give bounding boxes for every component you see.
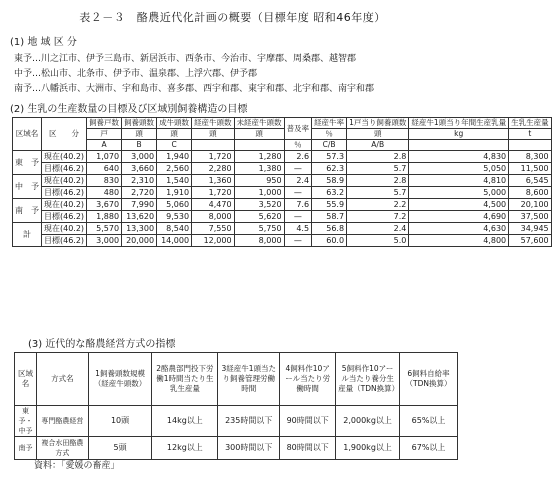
cell: 14,000 — [157, 235, 192, 247]
region-cell: 南予 — [15, 437, 37, 460]
cell: — — [284, 187, 312, 199]
cell: 2.8 — [347, 175, 409, 187]
cell: 4.5 — [284, 223, 312, 235]
cell: 1,880 — [87, 211, 122, 223]
cell: 5,570 — [87, 223, 122, 235]
cell: 14kg以上 — [152, 406, 218, 437]
letter-cb: C/B — [312, 140, 347, 151]
cell: 4,470 — [192, 199, 235, 211]
cell: 8,000 — [192, 211, 235, 223]
table-title: 表２－３ 酪農近代化計画の概要（目標年度 昭和46年度） — [79, 11, 386, 24]
header-region: 区域名 — [13, 118, 42, 151]
cell: 1,380 — [234, 163, 284, 175]
cell: 4,500 — [409, 199, 509, 211]
header-head-count: 飼養頭数 — [122, 118, 157, 129]
cell: 55.9 — [312, 199, 347, 211]
cell: 20,000 — [122, 235, 157, 247]
table-header-row — [13, 118, 552, 129]
unit-penetration: ％ — [284, 140, 312, 151]
cell: 13,300 — [122, 223, 157, 235]
method-cell: 複合水田酪農方式 — [36, 437, 88, 460]
cell: 1,540 — [157, 175, 192, 187]
cell: 3,520 — [234, 199, 284, 211]
region-chuyo-line: 中予…松山市、北条市、伊予市、温泉郡、上浮穴郡、伊予郡 — [14, 69, 258, 79]
unit-nonparous: 頭 — [234, 129, 284, 140]
region-cell: 東予・中予 — [15, 406, 37, 437]
table-row — [13, 187, 552, 199]
cell: 7,990 — [122, 199, 157, 211]
cell: 57,600 — [509, 235, 552, 247]
cell: 57.3 — [312, 151, 347, 163]
header-feed-nutrient: 5飼料作10アール当たり養分生産量（TDN換算） — [336, 353, 400, 406]
cell: 10頭 — [88, 406, 152, 437]
cell: 1,940 — [157, 151, 192, 163]
cell: 300時間以下 — [218, 437, 280, 460]
cell: 950 — [234, 175, 284, 187]
cell: 12,000 — [192, 235, 235, 247]
cell: 56.8 — [312, 223, 347, 235]
cell: 5,750 — [234, 223, 284, 235]
header-method-name: 方式名 — [36, 353, 88, 406]
cell: 1,720 — [192, 187, 235, 199]
cell: 235時間以下 — [218, 406, 280, 437]
source-note: 資料：「愛媛の畜産」 — [34, 461, 120, 471]
cell: 20,100 — [509, 199, 552, 211]
unit-rate: ％ — [312, 129, 347, 140]
cell: 5.7 — [347, 187, 409, 199]
cell: 8,300 — [509, 151, 552, 163]
cell: 2,720 — [122, 187, 157, 199]
cell: 5,050 — [409, 163, 509, 175]
region-nanyo-line: 南予…八幡浜市、大洲市、宇和島市、喜多郡、西宇和郡、東宇和郡、北宇和郡、南宇和郡 — [14, 84, 375, 94]
cell: 13,620 — [122, 211, 157, 223]
row-label: 現在(40.2) — [42, 199, 87, 211]
unit-head: 頭 — [122, 129, 157, 140]
cell: 3,000 — [122, 151, 157, 163]
region-cell: 中 予 — [13, 175, 42, 199]
cell: 8,600 — [509, 187, 552, 199]
header-feed-labor: 4飼料作10アール当たり労働時間 — [280, 353, 336, 406]
row-label: 目標(46.2) — [42, 187, 87, 199]
header-region: 区域名 — [15, 353, 37, 406]
header-milk-per-hour: 2酪農部門投下労働1時間当たり生乳生産量 — [152, 353, 218, 406]
header-nonparous-cows: 未経産牛頭数 — [234, 118, 284, 129]
cell: 2,560 — [157, 163, 192, 175]
cell: 3,670 — [87, 199, 122, 211]
region-toyo-line: 東予…川之江市、伊予三島市、新居浜市、西条市、今治市、宇摩郡、周桑郡、越智郡 — [14, 54, 357, 64]
table-row — [13, 199, 552, 211]
table-header-row — [15, 353, 458, 406]
management-indicator-table — [14, 352, 458, 460]
cell: 34,945 — [509, 223, 552, 235]
cell: 65%以上 — [400, 406, 458, 437]
header-feed-self-sufficiency: 6飼料自給率（TDN換算） — [400, 353, 458, 406]
row-label: 目標(46.2) — [42, 235, 87, 247]
production-target-table — [12, 117, 552, 247]
cell: — — [284, 163, 312, 175]
cell: 7.6 — [284, 199, 312, 211]
letter-b: B — [122, 140, 157, 151]
table-row — [13, 223, 552, 235]
cell: 5,000 — [409, 187, 509, 199]
region-cell: 南 予 — [13, 199, 42, 223]
cell: 5頭 — [88, 437, 152, 460]
cell: 1,070 — [87, 151, 122, 163]
table-unit-row — [13, 129, 552, 140]
table-row — [13, 235, 552, 247]
unit-parous: 頭 — [192, 129, 235, 140]
cell: 5.7 — [347, 163, 409, 175]
cell: 2,000kg以上 — [336, 406, 400, 437]
header-parous-cows: 経産牛頭数 — [192, 118, 235, 129]
cell: 6,545 — [509, 175, 552, 187]
unit-output: t — [509, 129, 552, 140]
method-cell: 専門酪農経営 — [36, 406, 88, 437]
cell: 4,830 — [409, 151, 509, 163]
cell: 90時間以下 — [280, 406, 336, 437]
header-labor-per-cow: 3経産牛1頭当たり飼養管理労働時間 — [218, 353, 280, 406]
cell: 37,500 — [509, 211, 552, 223]
cell: 67%以上 — [400, 437, 458, 460]
region-cell: 東 予 — [13, 151, 42, 175]
cell: 2.2 — [347, 199, 409, 211]
cell: 4,810 — [409, 175, 509, 187]
row-label: 目標(46.2) — [42, 211, 87, 223]
cell: 63.2 — [312, 187, 347, 199]
cell: 2.8 — [347, 151, 409, 163]
cell: 58.9 — [312, 175, 347, 187]
header-herd-size: 1飼養頭数規模（経産牛頭数） — [88, 353, 152, 406]
cell: 62.3 — [312, 163, 347, 175]
table-row — [13, 163, 552, 175]
cell: 1,910 — [157, 187, 192, 199]
cell: 60.0 — [312, 235, 347, 247]
unit-per-household: 頭 — [347, 129, 409, 140]
table-row — [13, 151, 552, 163]
cell: 2.4 — [284, 175, 312, 187]
cell: 2,280 — [192, 163, 235, 175]
section-3-heading: (3) 近代的な酪農経営方式の指標 — [28, 339, 176, 350]
letter-ab: A/B — [347, 140, 409, 151]
cell: 4,630 — [409, 223, 509, 235]
cell: 1,000 — [234, 187, 284, 199]
section-2-heading: (2) 生乳の生産数量の目標及び区域別飼養構造の目標 — [10, 104, 248, 115]
cell: 80時間以下 — [280, 437, 336, 460]
cell: 2.6 — [284, 151, 312, 163]
cell: 5,060 — [157, 199, 192, 211]
row-label: 現在(40.2) — [42, 151, 87, 163]
row-label: 現在(40.2) — [42, 223, 87, 235]
cell: 2.4 — [347, 223, 409, 235]
cell: 8,000 — [234, 235, 284, 247]
header-milk-output: 生乳生産量 — [509, 118, 552, 129]
cell: — — [284, 211, 312, 223]
cell: 58.7 — [312, 211, 347, 223]
header-parous-rate: 経産牛率 — [312, 118, 347, 129]
table-letter-row — [13, 140, 552, 151]
table-row — [13, 175, 552, 187]
cell: 11,500 — [509, 163, 552, 175]
region-cell: 計 — [13, 223, 42, 247]
unit-households: 戸 — [87, 129, 122, 140]
header-yield-per-cow: 経産牛1頭当り年間生産乳量 — [409, 118, 509, 129]
cell: 5,620 — [234, 211, 284, 223]
cell: 7.2 — [347, 211, 409, 223]
cell: 7,550 — [192, 223, 235, 235]
section-1-heading: (1) 地 域 区 分 — [10, 37, 77, 48]
cell: 1,360 — [192, 175, 235, 187]
header-per-household: 1戸当り飼養頭数 — [347, 118, 409, 129]
cell: 2,310 — [122, 175, 157, 187]
header-penetration: 普及率 — [284, 118, 312, 140]
cell: 1,280 — [234, 151, 284, 163]
cell: 1,900kg以上 — [336, 437, 400, 460]
cell: 4,800 — [409, 235, 509, 247]
header-households: 飼養戸数 — [87, 118, 122, 129]
cell: 4,690 — [409, 211, 509, 223]
cell: 5.0 — [347, 235, 409, 247]
cell: 12kg以上 — [152, 437, 218, 460]
cell: 3,000 — [87, 235, 122, 247]
table-row — [13, 211, 552, 223]
table-row — [15, 437, 458, 460]
cell: — — [284, 235, 312, 247]
cell: 8,540 — [157, 223, 192, 235]
cell: 1,720 — [192, 151, 235, 163]
row-label: 目標(46.2) — [42, 163, 87, 175]
row-label: 現在(40.2) — [42, 175, 87, 187]
cell: 480 — [87, 187, 122, 199]
cell: 3,660 — [122, 163, 157, 175]
header-kubun: 区 分 — [42, 118, 87, 151]
cell: 640 — [87, 163, 122, 175]
cell: 9,530 — [157, 211, 192, 223]
unit-yield: kg — [409, 129, 509, 140]
cell: 830 — [87, 175, 122, 187]
letter-c: C — [157, 140, 192, 151]
letter-a: A — [87, 140, 122, 151]
unit-adult: 頭 — [157, 129, 192, 140]
header-adult-cows: 成牛頭数 — [157, 118, 192, 129]
table-row — [15, 406, 458, 437]
